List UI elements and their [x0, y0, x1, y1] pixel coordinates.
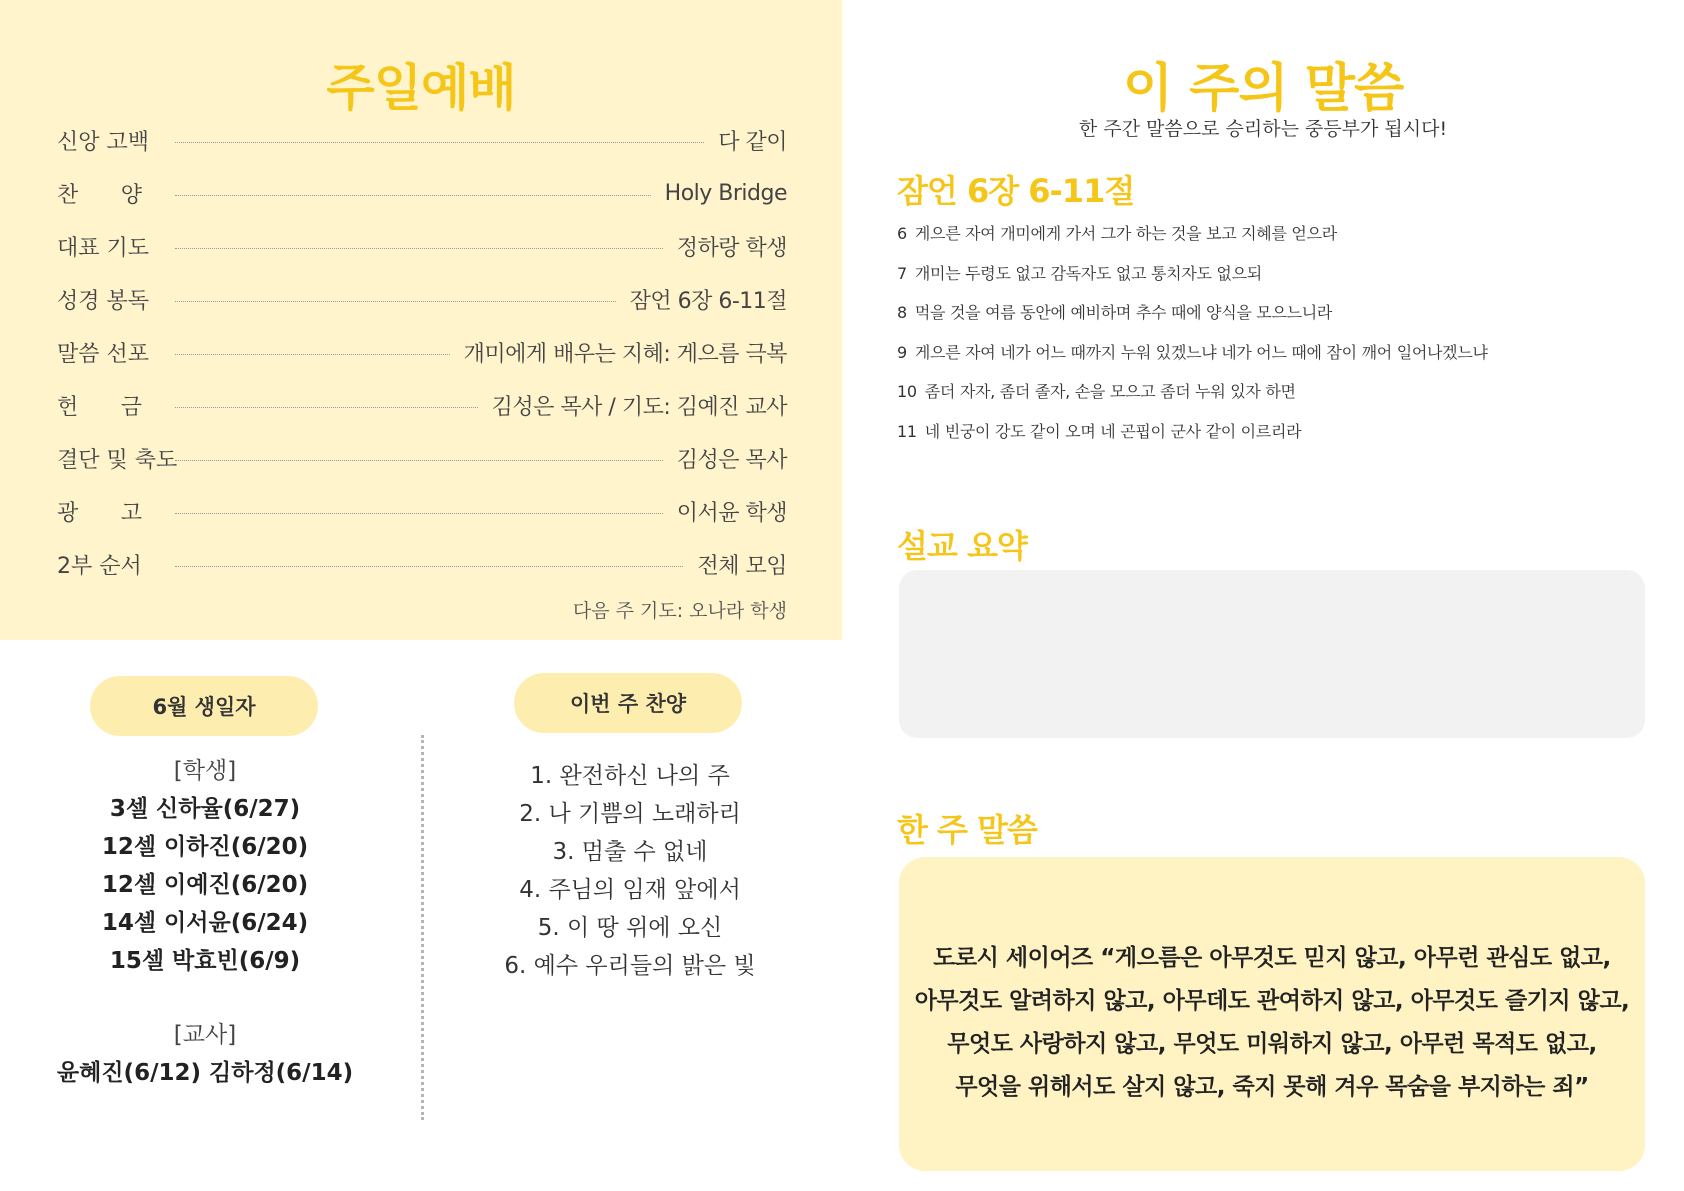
dotted-leader: [175, 407, 478, 408]
order-label-part: 광: [57, 500, 79, 526]
order-value: 정하랑 학생: [676, 235, 787, 261]
verse: [897, 419, 1657, 459]
order-label-part: 찬: [57, 182, 79, 208]
order-row: [57, 390, 787, 420]
verse-number: 7: [897, 263, 907, 283]
dotted-leader: [175, 513, 663, 514]
order-label: 신앙 고백: [57, 129, 150, 155]
order-label: 성경 봉독: [57, 288, 150, 314]
order-label: 말씀 선포: [57, 341, 150, 367]
hymn-item: 5. 이 땅 위에 오신: [537, 915, 723, 941]
order-label-part: 고: [120, 500, 142, 526]
word-subtitle: 한 주간 말씀으로 승리하는 중등부가 됩시다!: [1078, 118, 1448, 140]
verse-number: 9: [897, 342, 907, 362]
verse-text: 게으른 자여 네가 어느 때까지 누워 있겠느냐 네가 어느 때에 잠이 깨어 일어나겠느냐: [914, 342, 1488, 362]
next-prayer-note: 다음 주 기도: 오나라 학생: [572, 600, 787, 622]
order-row: [57, 337, 787, 367]
hymn-list: [480, 757, 780, 985]
verse-text: 좀더 자자, 좀더 졸자, 손을 모으고 좀더 누워 있자 하면: [924, 382, 1296, 401]
order-row: [57, 443, 787, 473]
verse: [897, 261, 1657, 301]
order-label: [57, 178, 142, 209]
dotted-leader: [175, 460, 663, 461]
order-label: 결단 및 축도: [57, 447, 178, 473]
order-label: 대표 기도: [57, 235, 150, 261]
order-label-part: 양: [120, 182, 142, 208]
weekly-word-title: 한 주 말씀: [897, 811, 1037, 849]
order-value: 전체 모임: [697, 553, 787, 579]
verse: [897, 379, 1657, 419]
dotted-leader: [175, 195, 651, 196]
birthday-item: 12셀 이예진(6/20): [101, 872, 309, 898]
birthday-item: 15셀 박효빈(6/9): [109, 948, 301, 974]
order-row: [57, 549, 787, 579]
order-row: [57, 284, 787, 314]
order-label: 2부 순서: [57, 553, 142, 579]
order-value: Holy Bridge: [664, 180, 787, 206]
order-value: 잠언 6장 6-11절: [629, 288, 787, 314]
quote-line: 도로시 세이어즈 “게으름은 아무것도 믿지 않고, 아무런 관심도 없고,: [933, 945, 1611, 971]
verse-text: 개미는 두령도 없고 감독자도 없고 통치자도 없으되: [914, 263, 1262, 283]
order-row: [57, 231, 787, 261]
order-label: [57, 496, 142, 527]
birthday-teachers: [30, 1016, 380, 1092]
birthday-students: [30, 752, 380, 980]
verse-text: 게으른 자여 개미에게 가서 그가 하는 것을 보고 지혜를 얻으라: [914, 224, 1337, 243]
dotted-leader: [175, 354, 450, 355]
verse-list: [897, 221, 1657, 458]
verse: [897, 340, 1657, 380]
birthday-item: 14셀 이서윤(6/24): [101, 910, 309, 936]
order-label-part: 헌: [57, 394, 79, 420]
verse-number: 10: [897, 382, 917, 401]
order-value: 김성은 목사: [676, 447, 787, 473]
hymn-item: 4. 주님의 임재 앞에서: [519, 877, 741, 903]
sermon-summary-title: 설교 요약: [897, 527, 1027, 565]
birthday-item: 12셀 이하진(6/20): [101, 834, 309, 860]
students-header: [학생]: [173, 758, 237, 784]
scripture-reference: 잠언 6장 6-11절: [897, 172, 1135, 210]
teachers-header: [교사]: [173, 1022, 237, 1048]
word-title: 이 주의 말씀: [1122, 59, 1404, 119]
hymns-title-pill: 이번 주 찬양: [514, 673, 742, 733]
quote-line: 아무것도 알려하지 않고, 아무데도 관여하지 않고, 아무것도 즐기지 않고,: [914, 988, 1630, 1014]
verse-number: 6: [897, 224, 907, 243]
order-label-part: 금: [120, 394, 142, 420]
hymn-item: 6. 예수 우리들의 밝은 빛: [504, 953, 756, 979]
verse: [897, 221, 1657, 261]
dotted-leader: [175, 142, 704, 143]
order-value: 개미에게 배우는 지혜: 게으름 극복: [463, 341, 787, 367]
verse-text: 먹을 것을 여름 동안에 예비하며 추수 때에 양식을 모으느니라: [914, 303, 1333, 322]
order-row: [57, 496, 787, 526]
column-divider: [421, 735, 424, 1120]
quote-line: 무엇도 사랑하지 않고, 무엇도 미워하지 않고, 아무런 목적도 없고,: [947, 1031, 1597, 1057]
verse-number: 8: [897, 303, 907, 322]
sermon-summary-box[interactable]: [899, 570, 1645, 738]
birthday-title-pill: 6월 생일자: [90, 676, 318, 736]
birthday-item: 3셀 신하율(6/27): [109, 796, 301, 822]
dotted-leader: [175, 248, 663, 249]
worship-title: 주일예배: [326, 59, 516, 117]
order-row: [57, 178, 787, 208]
order-row: [57, 125, 787, 155]
verse: [897, 300, 1657, 340]
birthday-item: 윤혜진(6/12) 김하정(6/14): [56, 1060, 354, 1086]
hymn-item: 2. 나 기쁨의 노래하리: [519, 801, 741, 827]
dotted-leader: [175, 301, 616, 302]
verse-text: 네 빈궁이 강도 같이 오며 네 곤핍이 군사 같이 이르리라: [924, 421, 1302, 441]
order-label: [57, 390, 142, 421]
weekly-quote-box: [899, 857, 1645, 1171]
hymn-item: 1. 완전하신 나의 주: [530, 763, 730, 789]
order-value: 이서윤 학생: [676, 500, 787, 526]
order-value: 다 같이: [718, 129, 787, 155]
quote-line: 무엇을 위해서도 살지 않고, 죽지 못해 겨우 목숨을 부지하는 죄”: [955, 1074, 1589, 1100]
order-value: 김성은 목사 / 기도: 김예진 교사: [491, 394, 787, 420]
dotted-leader: [175, 566, 683, 567]
verse-number: 11: [897, 421, 917, 441]
hymn-item: 3. 멈출 수 없네: [552, 839, 708, 865]
